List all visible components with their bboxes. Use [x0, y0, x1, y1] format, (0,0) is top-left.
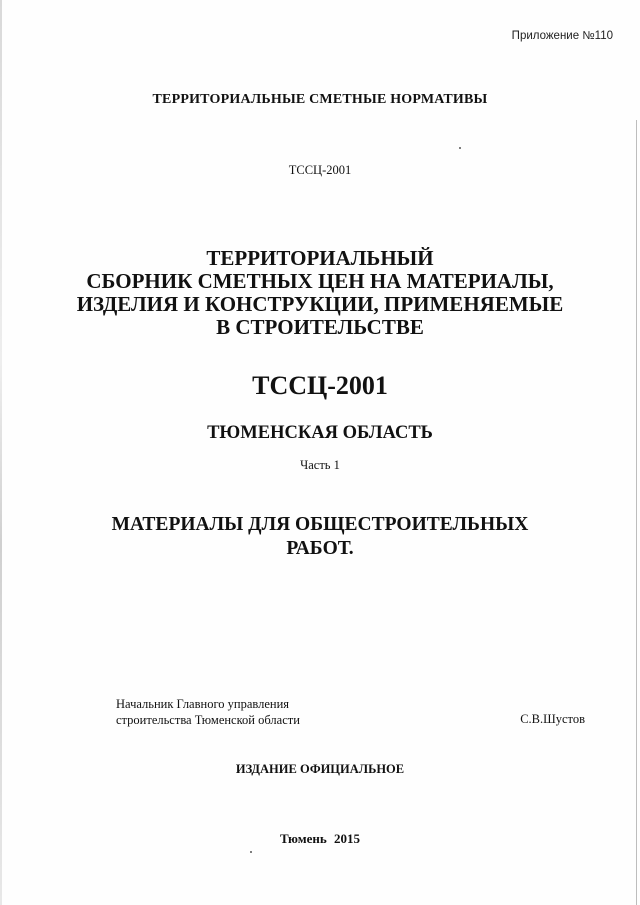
main-title-line: СБОРНИК СМЕТНЫХ ЦЕН НА МАТЕРИАЛЫ, [86, 269, 554, 293]
region-title: ТЮМЕНСКАЯ ОБЛАСТЬ [207, 423, 433, 443]
edition-label: ИЗДАНИЕ ОФИЦИАЛЬНОЕ [235, 762, 405, 776]
subtitle-line: МАТЕРИАЛЫ ДЛЯ ОБЩЕСТРОИТЕЛЬНЫХ [111, 514, 529, 535]
header-title: ТЕРРИТОРИАЛЬНЫЕ СМЕТНЫЕ НОРМАТИВЫ [152, 92, 488, 107]
scan-speck [459, 147, 461, 149]
appendix-label: Приложение №110 [511, 30, 613, 42]
main-title-line: ТЕРРИТОРИАЛЬНЫЙ [206, 246, 434, 270]
signer-position-line: Начальник Главного управления [116, 697, 290, 711]
collection-code-small: ТССЦ-2001 [288, 163, 352, 177]
section-subtitle [0, 513, 640, 561]
main-title [0, 247, 640, 339]
footer-city-year: Тюмень 2015 [279, 831, 361, 846]
part-label: Часть 1 [300, 458, 340, 472]
main-title-line: В СТРОИТЕЛЬСТВЕ [216, 315, 424, 339]
subtitle-line: РАБОТ. [286, 538, 354, 559]
scan-speck [250, 851, 252, 853]
signer-position-line: строительства Тюменской области [116, 713, 300, 727]
signer-name: С.В.Шустов [520, 712, 585, 726]
main-title-line: ИЗДЕЛИЯ И КОНСТРУКЦИИ, ПРИМЕНЯЕМЫЕ [76, 292, 564, 316]
collection-code-large: ТССЦ-2001 [252, 371, 388, 400]
signer-position [116, 696, 300, 728]
